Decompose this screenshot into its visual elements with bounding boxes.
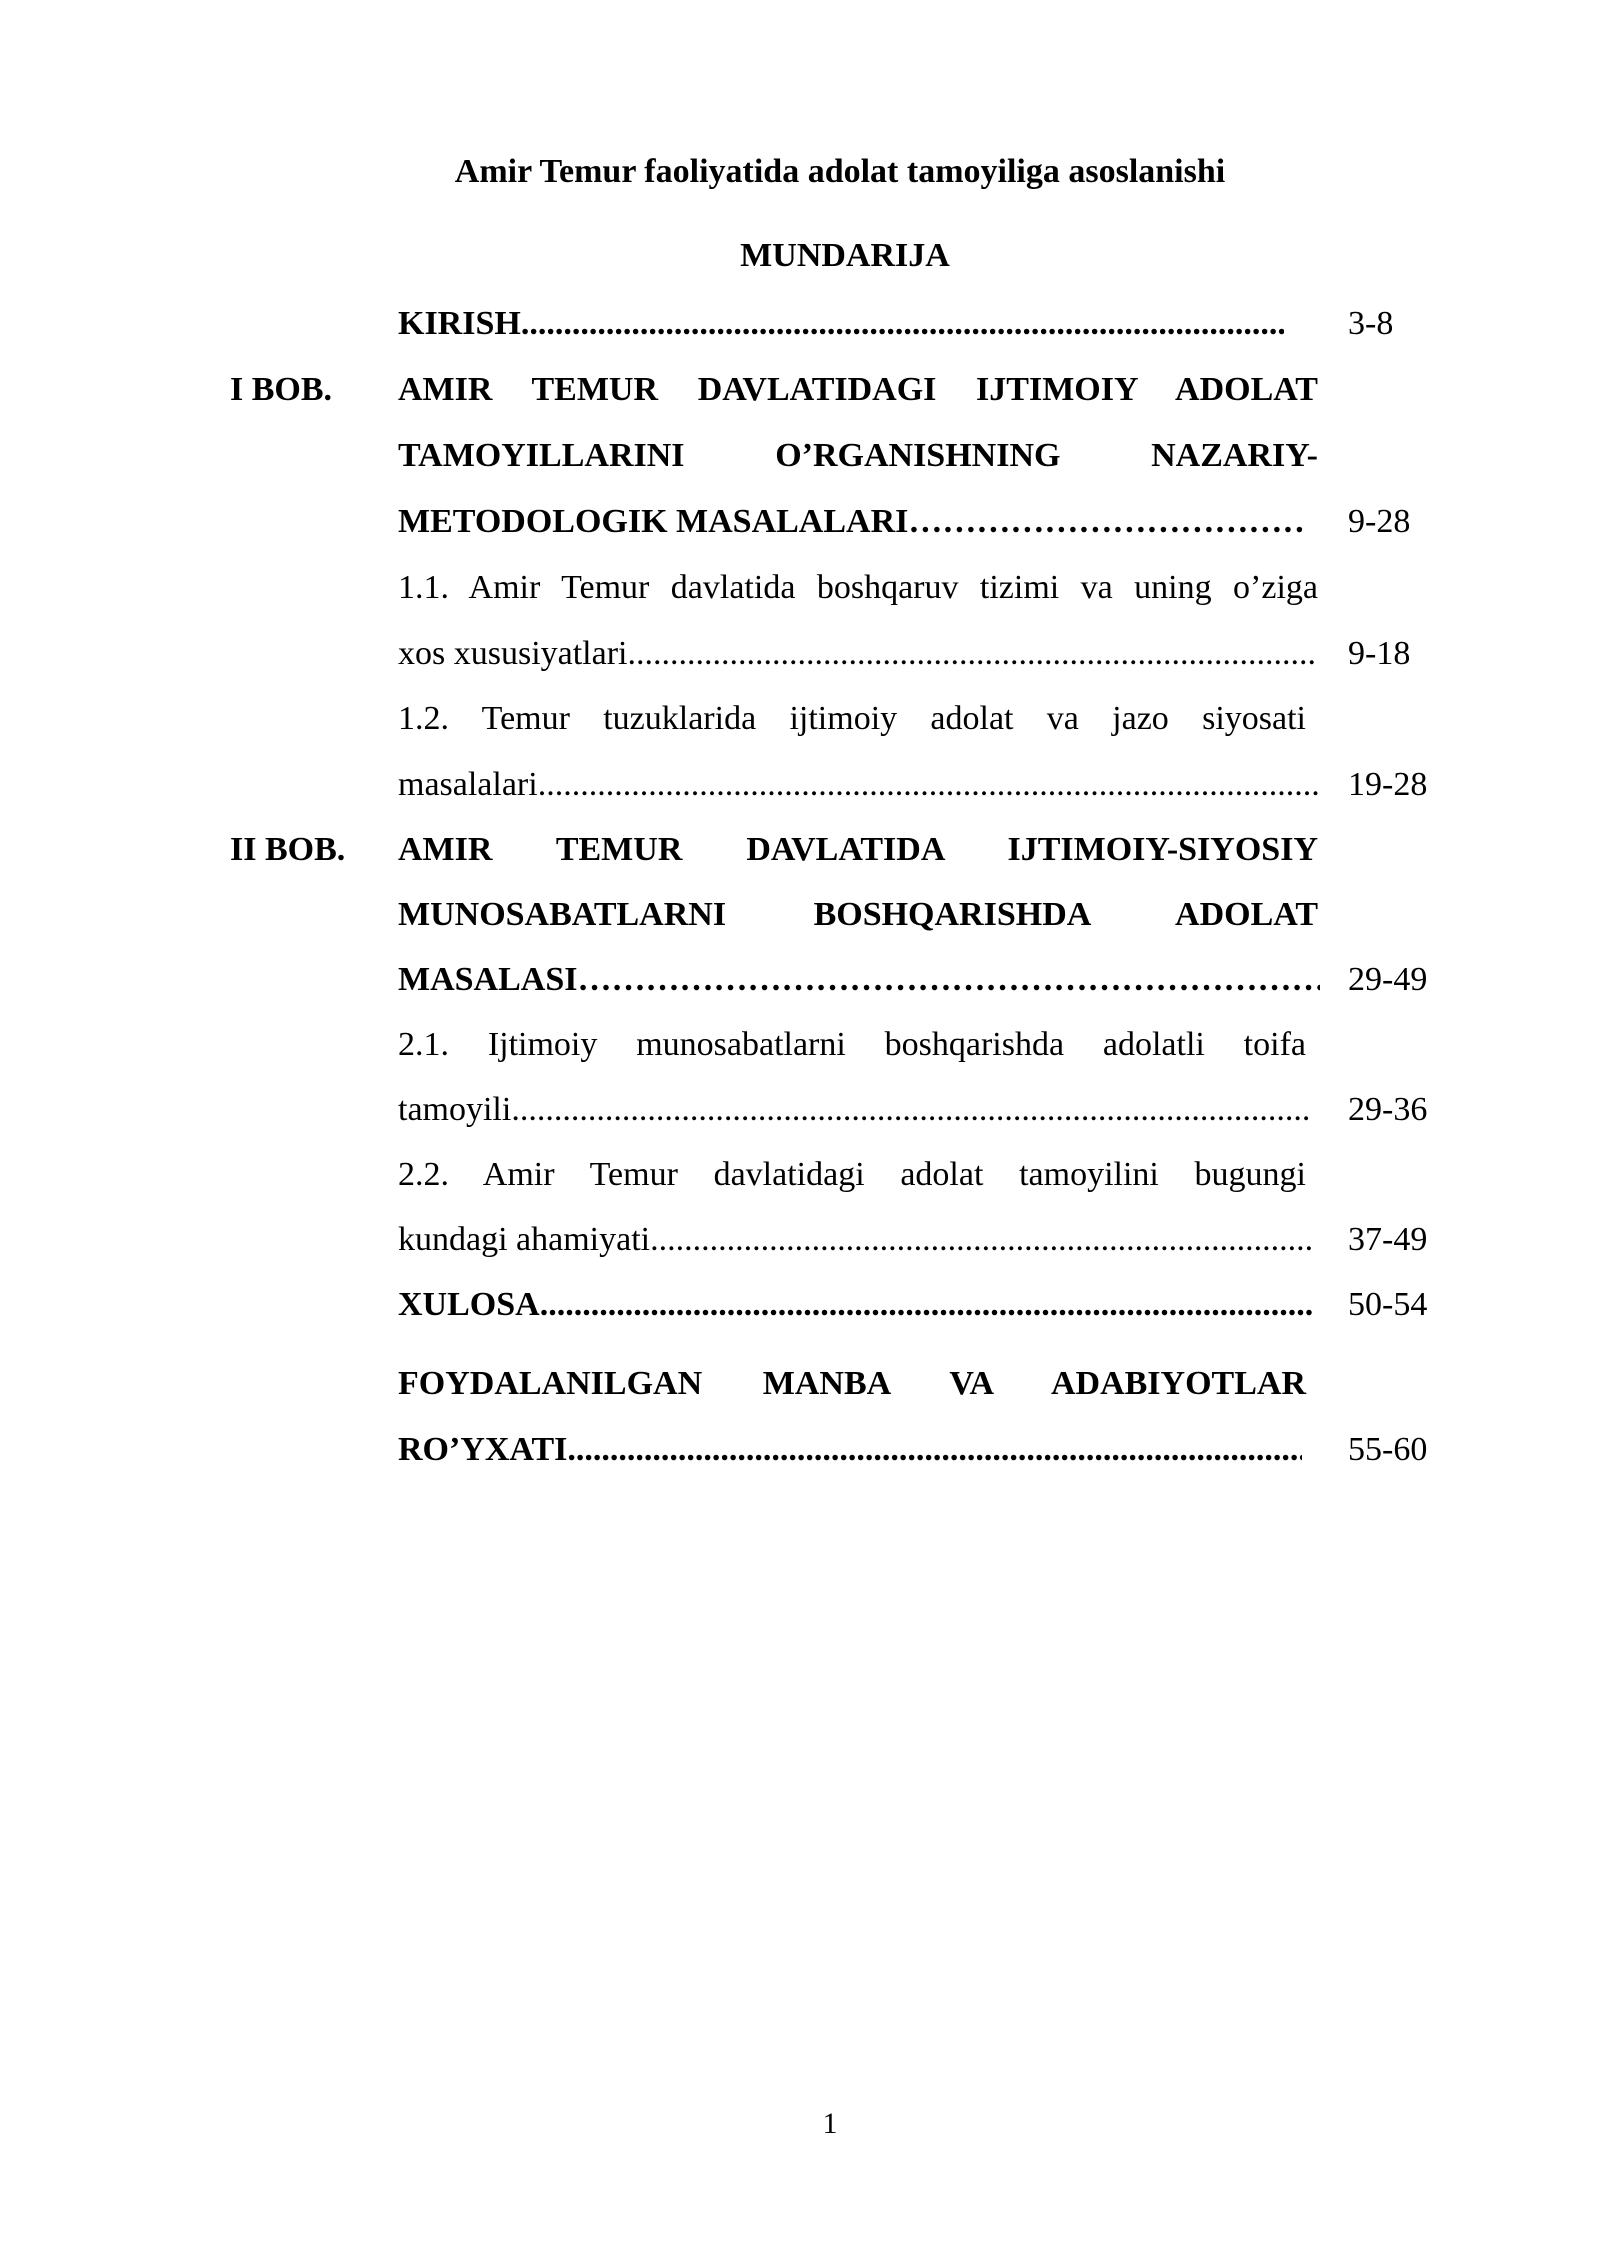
page-number: 1 bbox=[822, 2107, 838, 2140]
toc-leader-line bbox=[398, 302, 1284, 346]
toc-entry-intro[interactable] bbox=[0, 302, 1600, 346]
toc-entry-conclusion[interactable] bbox=[0, 1283, 1600, 1327]
toc-page-range: 9-28 bbox=[1348, 503, 1411, 540]
toc-page-range: 9-18 bbox=[1348, 635, 1411, 672]
chapter-number: I BOB. bbox=[230, 371, 333, 408]
toc-page-range: 29-36 bbox=[1348, 1091, 1428, 1128]
toc-entry-section-1-2[interactable] bbox=[0, 697, 1600, 741]
toc-heading: MUNDARIJA bbox=[740, 237, 950, 274]
toc-page-range: 55-60 bbox=[1348, 1431, 1428, 1468]
dot-leader bbox=[511, 1088, 1312, 1132]
toc-entry-line: AMIR TEMUR DAVLATIDA IJTIMOIY-SIYOSIY bbox=[398, 831, 1318, 868]
toc-entry-line: MASALASI bbox=[398, 961, 578, 998]
dot-leader bbox=[577, 958, 1320, 1002]
toc-entry-line: 2.2. Amir Temur davlatidagi adolat tamoyilini bugungi bbox=[398, 1156, 1306, 1193]
toc-leader-line bbox=[398, 1088, 1312, 1132]
toc-leader-line bbox=[398, 958, 1320, 1002]
dot-leader bbox=[627, 632, 1318, 676]
toc-entry-label: XULOSA bbox=[398, 1286, 540, 1323]
toc-entry-chapter1-line3 bbox=[0, 500, 1600, 544]
toc-entry-line: FOYDALANILGAN MANBA VA ADABIYOTLAR bbox=[398, 1365, 1306, 1402]
toc-entry-chapter2-line2 bbox=[0, 893, 1600, 937]
toc-entry-section-1-1[interactable] bbox=[0, 566, 1600, 610]
toc-entry-line: TAMOYILLARINI O’RGANISHNING NAZARIY- bbox=[398, 437, 1318, 474]
dot-leader bbox=[538, 763, 1320, 807]
dot-leader bbox=[650, 1218, 1314, 1262]
toc-entry-line: tamoyili bbox=[398, 1091, 512, 1128]
chapter-number: II BOB. bbox=[230, 831, 346, 868]
toc-page-range: 50-54 bbox=[1348, 1286, 1428, 1323]
toc-leader-line bbox=[398, 1283, 1314, 1327]
toc-entry-line: MUNOSABATLARNI BOSHQARISHDA ADOLAT bbox=[398, 896, 1318, 933]
toc-entry-line: AMIR TEMUR DAVLATIDAGI IJTIMOIY ADOLAT bbox=[398, 371, 1318, 408]
toc-entry-section-2-2[interactable] bbox=[0, 1153, 1600, 1197]
toc-leader-line bbox=[398, 1218, 1314, 1262]
toc-entry-section-1-1-line2 bbox=[0, 632, 1600, 676]
toc-entry-chapter1-line2 bbox=[0, 434, 1600, 478]
dot-leader bbox=[567, 1428, 1302, 1472]
toc-leader-line bbox=[398, 632, 1318, 676]
toc-entry-section-1-2-line2 bbox=[0, 763, 1600, 807]
toc-entry-line: 1.1. Amir Temur davlatida boshqaruv tizimi va uning o’ziga bbox=[398, 569, 1318, 606]
dot-leader bbox=[540, 1283, 1314, 1327]
toc-entry-chapter1[interactable] bbox=[0, 368, 1600, 412]
toc-entry-line: 1.2. Temur tuzuklarida ijtimoiy adolat va jazo siyosati bbox=[398, 700, 1306, 737]
toc-page-range: 29-49 bbox=[1348, 961, 1428, 998]
toc-leader-line bbox=[398, 500, 1308, 544]
document-title: Amir Temur faoliyatida adolat tamoyiliga asoslanishi bbox=[454, 153, 1226, 190]
toc-entry-chapter2-line3 bbox=[0, 958, 1600, 1002]
dot-leader bbox=[521, 302, 1284, 346]
toc-page-range: 37-49 bbox=[1348, 1221, 1428, 1258]
toc-leader-line bbox=[398, 1428, 1302, 1472]
toc-entry-line: RO’YXATI bbox=[398, 1431, 568, 1468]
toc-entry-line: masalalari bbox=[398, 766, 538, 803]
toc-leader-line bbox=[398, 763, 1320, 807]
toc-entry-label: KIRISH bbox=[398, 305, 521, 342]
toc-page-range: 3-8 bbox=[1348, 305, 1394, 342]
toc-entry-line: kundagi ahamiyati bbox=[398, 1221, 651, 1258]
toc-entry-section-2-1[interactable] bbox=[0, 1023, 1600, 1067]
toc-page-range: 19-28 bbox=[1348, 766, 1428, 803]
toc-entry-section-2-2-line2 bbox=[0, 1218, 1600, 1262]
toc-entry-line: METODOLOGIK MASALALARI bbox=[398, 503, 909, 540]
dot-leader bbox=[908, 500, 1308, 544]
toc-entry-section-2-1-line2 bbox=[0, 1088, 1600, 1132]
toc-entry-references-line2 bbox=[0, 1428, 1600, 1472]
toc-entry-line: xos xususiyatlari bbox=[398, 635, 628, 672]
toc-entry-references[interactable] bbox=[0, 1362, 1600, 1406]
toc-entry-chapter2[interactable] bbox=[0, 828, 1600, 872]
toc-entry-line: 2.1. Ijtimoiy munosabatlarni boshqarishda adolatli toifa bbox=[398, 1026, 1306, 1063]
